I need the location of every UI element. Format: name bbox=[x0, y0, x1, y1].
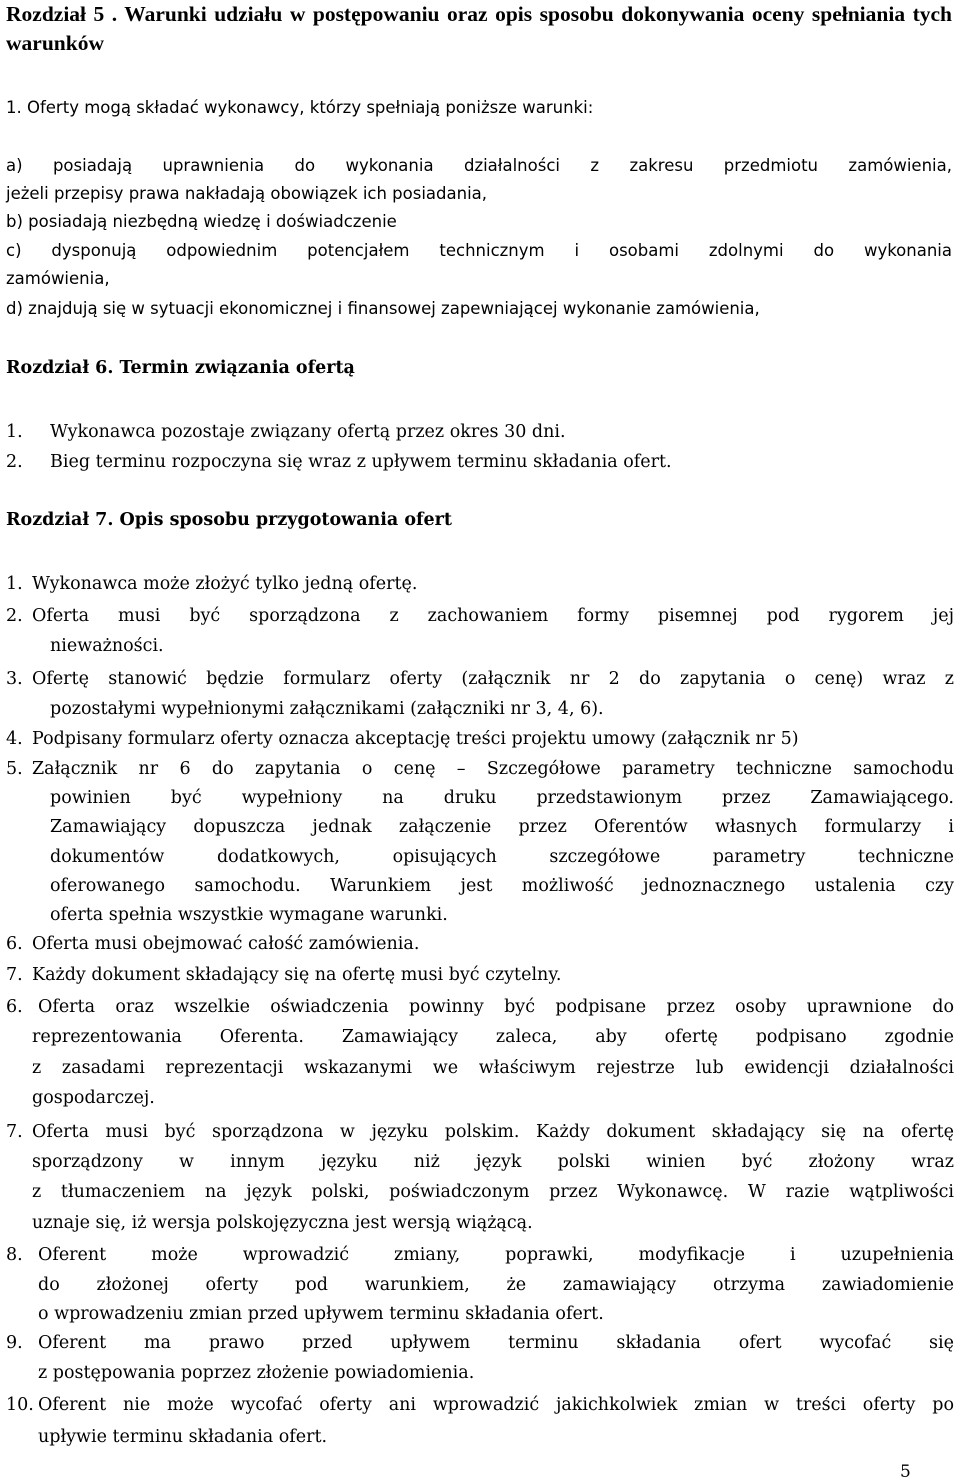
chapter-7-item-4-number: 4. bbox=[6, 729, 23, 749]
chapter-5-intro: 1. Oferty mogą składać wykonawcy, którzy spełniają poniższe warunki: bbox=[6, 98, 594, 117]
chapter-6-item-1-number: 1. bbox=[6, 422, 23, 442]
chapter-7-item-8-line2: reprezentowania Oferenta. Zamawiający zaleca, aby ofertę podpisano zgodnie bbox=[32, 1027, 954, 1047]
chapter-7-item-5-line1: Załącznik nr 6 do zapytania o cenę – Szczegółowe parametry techniczne samochodu bbox=[32, 759, 954, 779]
chapter-5-item-b: b) posiadają niezbędną wiedzę i doświadczenie bbox=[6, 212, 397, 231]
chapter-7-item-4-line1: Podpisany formularz oferty oznacza akceptację treści projektu umowy (załącznik nr 5) bbox=[32, 729, 799, 749]
chapter-7-item-9-line2: sporządzony w innym języku niż język polski winien być złożony wraz bbox=[32, 1152, 954, 1172]
chapter-7-item-8-line4: gospodarczej. bbox=[32, 1088, 155, 1108]
chapter-7-item-5-line6: oferta spełnia wszystkie wymagane warunki. bbox=[50, 905, 448, 925]
chapter-7-item-11-number: 9. bbox=[6, 1333, 23, 1353]
chapter-7-item-11-line2: z postępowania poprzez złożenie powiadomienia. bbox=[38, 1363, 475, 1383]
chapter-7-item-9-line4: uznaje się, iż wersja polskojęzyczna jest wersją wiążącą. bbox=[32, 1213, 533, 1233]
chapter-7-item-3-number: 3. bbox=[6, 669, 23, 689]
chapter-5-item-c-line1: c) dysponują odpowiednim potencjałem technicznym i osobami zdolnymi do wykonania bbox=[6, 241, 952, 260]
chapter-7-item-10-line1: Oferent może wprowadzić zmiany, poprawki, modyfikacje i uzupełnienia bbox=[38, 1245, 954, 1265]
chapter-7-item-10-line2: do złożonej oferty pod warunkiem, że zamawiający otrzyma zawiadomienie bbox=[38, 1275, 954, 1295]
chapter-6-item-1-text: Wykonawca pozostaje związany ofertą przez okres 30 dni. bbox=[50, 422, 566, 442]
chapter-7-item-8-line3: z zasadami reprezentacji wskazanymi we właściwym rejestrze lub ewidencji działalności bbox=[32, 1058, 954, 1078]
chapter-5-item-a-line2: jeżeli przepisy prawa nakładają obowiązek ich posiadania, bbox=[6, 184, 488, 203]
chapter-7-item-5-number: 5. bbox=[6, 759, 23, 779]
chapter-7-item-12-line1: Oferent nie może wycofać oferty ani wprowadzić jakichkolwiek zmian w treści oferty po bbox=[38, 1395, 954, 1415]
chapter-7-item-3-line2: pozostałymi wypełnionymi załącznikami (załączniki nr 3, 4, 6). bbox=[50, 699, 604, 719]
chapter-7-item-9-line1: Oferta musi być sporządzona w języku polskim. Każdy dokument składający się na ofertę bbox=[32, 1122, 954, 1142]
chapter-7-item-1-line1: Wykonawca może złożyć tylko jedną ofertę. bbox=[32, 574, 418, 594]
chapter-7-item-7-line1: Każdy dokument składający się na ofertę musi być czytelny. bbox=[32, 965, 562, 985]
chapter-7-item-12-number: 10. bbox=[6, 1395, 34, 1415]
chapter-5-item-d: d) znajdują się w sytuacji ekonomicznej i finansowej zapewniającej wykonanie zamówienia, bbox=[6, 299, 760, 318]
chapter-6-item-2-text: Bieg terminu rozpoczyna się wraz z upływem terminu składania ofert. bbox=[50, 452, 672, 472]
chapter-7-item-3-line1: Ofertę stanowić będzie formularz oferty (załącznik nr 2 do zapytania o cenę) wraz z bbox=[32, 669, 954, 689]
chapter-7-item-6-line1: Oferta musi obejmować całość zamówienia. bbox=[32, 934, 420, 954]
chapter-7-item-7-number: 7. bbox=[6, 965, 23, 985]
chapter-7-item-5-line3: Zamawiający dopuszcza jednak załączenie przez Oferentów własnych formularzy i bbox=[50, 817, 954, 837]
chapter-5-item-c-line2: zamówienia, bbox=[6, 269, 110, 288]
chapter-7-item-10-number: 8. bbox=[6, 1245, 23, 1265]
chapter-7-item-12-line2: upływie terminu składania ofert. bbox=[38, 1427, 328, 1447]
chapter-7-item-5-line5: oferowanego samochodu. Warunkiem jest możliwość jednoznacznego ustalenia czy bbox=[50, 876, 954, 896]
chapter-7-item-2-line1: Oferta musi być sporządzona z zachowaniem formy pisemnej pod rygorem jej bbox=[32, 606, 954, 626]
chapter-7-item-9-line3: z tłumaczeniem na język polski, poświadczonym przez Wykonawcę. W razie wątpliwości bbox=[32, 1182, 954, 1202]
chapter-7-item-9-number: 7. bbox=[6, 1122, 23, 1142]
chapter-7-item-1-number: 1. bbox=[6, 574, 23, 594]
chapter-7-item-8-line1: Oferta oraz wszelkie oświadczenia powinny być podpisane przez osoby uprawnione do bbox=[38, 997, 954, 1017]
chapter-7-item-2-number: 2. bbox=[6, 606, 23, 626]
chapter-7-heading: Rozdział 7. Opis sposobu przygotowania ofert bbox=[6, 510, 452, 530]
page-number: 5 bbox=[900, 1462, 911, 1482]
chapter-5-title: Rozdział 5 . Warunki udziału w postępowaniu oraz opis sposobu dokonywania oceny spełniania tych warunków bbox=[6, 2, 952, 55]
chapter-7-item-5-line2: powinien być wypełniony na druku przedstawionym przez Zamawiającego. bbox=[50, 788, 954, 808]
chapter-7-item-11-line1: Oferent ma prawo przed upływem terminu składania ofert wycofać się bbox=[38, 1333, 954, 1353]
chapter-5-item-a-line1: a) posiadają uprawnienia do wykonania działalności z zakresu przedmiotu zamówienia, bbox=[6, 156, 952, 175]
chapter-7-item-8-number: 6. bbox=[6, 997, 23, 1017]
chapter-7-item-2-line2: nieważności. bbox=[50, 636, 164, 656]
chapter-6-heading: Rozdział 6. Termin związania ofertą bbox=[6, 358, 355, 378]
chapter-6-item-2-number: 2. bbox=[6, 452, 23, 472]
chapter-7-item-10-line3: o wprowadzeniu zmian przed upływem terminu składania ofert. bbox=[38, 1304, 604, 1324]
chapter-7-item-6-number: 6. bbox=[6, 934, 23, 954]
chapter-7-item-5-line4: dokumentów dodatkowych, opisujących szczegółowe parametry techniczne bbox=[50, 847, 954, 867]
